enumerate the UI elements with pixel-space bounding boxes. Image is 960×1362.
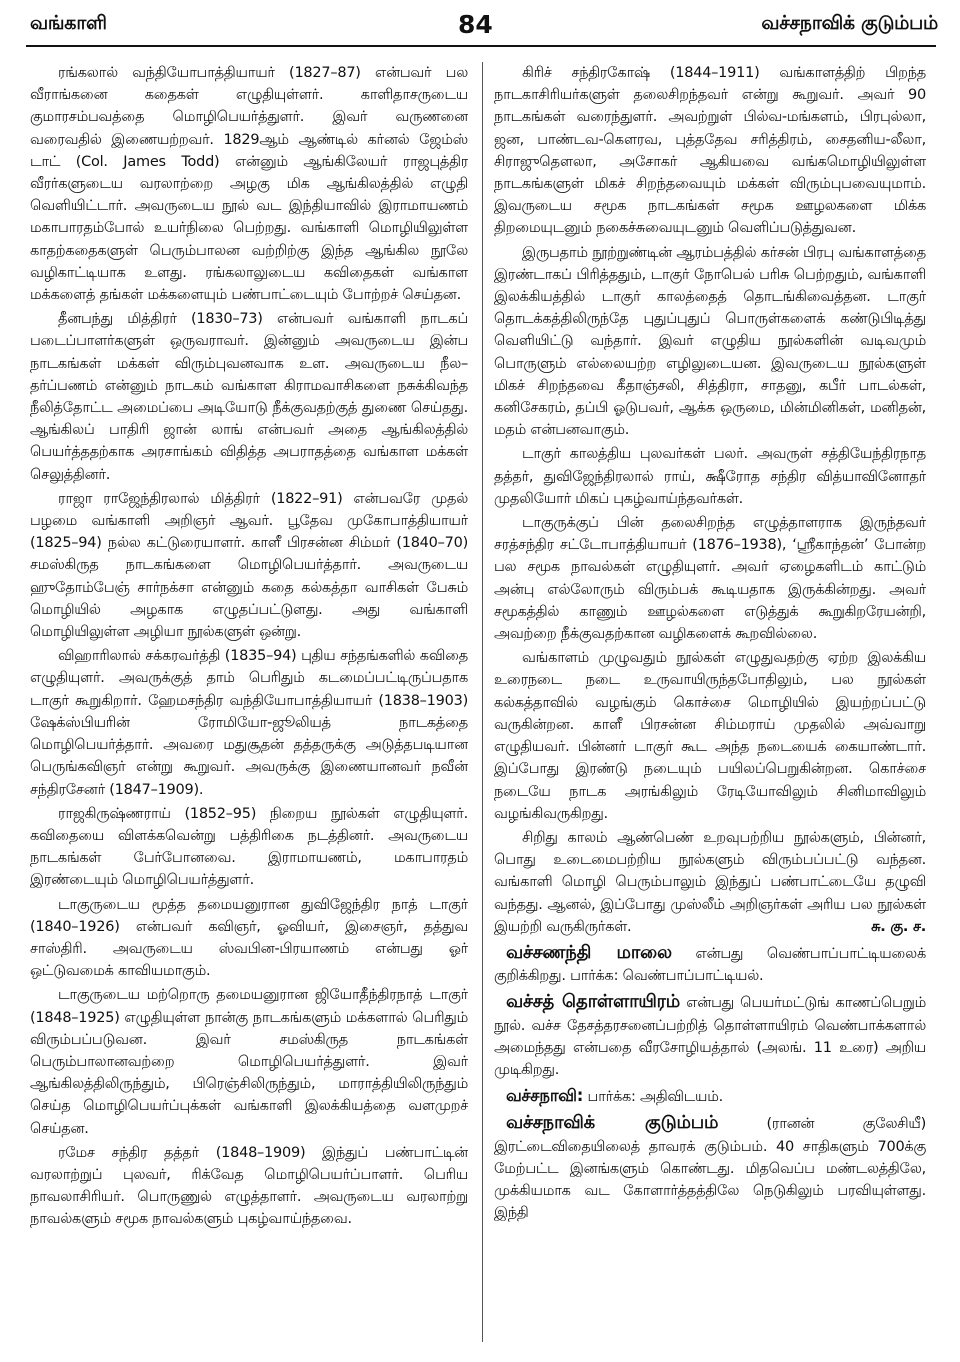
paragraph: வங்காளம் முழுவதும் நூல்கள் எழுதுவதற்கு ஏற்ற இலக்கிய உரைநடை நடை உருவாயிருந்தபோதிலும், பல நூல்கள் கல்கத்தாவில் வழங்கும் கொச்சை மொழியில் இயற்றப்பட்டு வருகின்றன. காளீ பிரசன்ன சிம்மராய் முதலில் அவ்வாறு எழுதியவர். பின்னர் டாகுர் கூட அந்த நடையைக் கையாண்டார். இப்போது இரண்டு நடையும் பயிலப்பெறுகின்றன. கொச்சை நடையே நாடக அரங்கிலும் ரேடியோவிலும் சினிமாவிலும் வழங்கிவருகிறது.	[494, 650, 926, 822]
author-signature: சு. கு. ச.	[871, 918, 926, 935]
entry-body: பார்க்க: அதிவிடயம்.	[583, 1089, 723, 1106]
paragraph: விஹாரிலால் சக்கரவர்த்தி (1835–94) புதிய சந்தங்களில் கவிதை எழுதியுளர். அவருக்குத் தாம் பெரிதும் கடமைப்பட்டிருப்பதாக டாகுர் கூறுகிறார். ஹேமசந்திர வந்தியோபாத்தியாயர் (1838–1903) ஷேக்ஸ்பியரின் ரோமியோ-ஜூலியத் நாடகத்தை மொழிபெயர்த்தார். அவரை மதுசூதன் தத்தருக்கு அடுத்தபடியான பெருங்கவிஞர் என்று கூறுவர். அவருக்கு இணையானவர் நவீன் சந்திரசேனர் (1847–1909).	[30, 648, 468, 798]
paragraph: தீனபந்து மித்திரர் (1830–73) என்பவர் வங்காளி நாடகப் படைப்பாளர்களுள் ஒருவராவர். இன்னும் அவருடைய இன்ப நாடகங்கள் மக்கள் விரும்புவனவாக உள. அவருடைய நீல–தர்ப்பணம் என்னும் நாடகம் வங்காள கிராமவாசிகளை நசுக்கிவந்த நீலித்தோட்ட அமைப்பை அடியோடு நீக்குவதற்குத் துணை செய்தது. ஆங்கிலப் பாதிரி ஜான் லாங் என்பவர் அதை ஆங்கிலத்தில் பெயர்த்ததற்காக அரசாங்கம் விதித்த அபராதத்தை வங்காள மக்கள் செலுத்தினர்.	[30, 311, 468, 483]
entry-body: இரட்டைவிதையிலைத் தாவரக் குடும்பம். 40 சாதிகளும் 700க்கு மேற்பட்ட இனங்களும் கொண்டது. மிதவெப்ப மண்டலத்திலே, முக்கியமாக வட கோளார்த்தத்திலே நெடுகிலும் பரவியுள்ளது. இந்தி	[494, 1138, 926, 1222]
entry-body: என்பது பெயர்மட்டுங் காணப்பெறும் நூல். வச்ச தேசத்தரசனைப்பற்றித் தொள்ளாயிரம் வெண்பாக்களால் அமைந்தது என்பதை வீரசோழியத்தால் (அலங். 11 உரை) அறிய முடிகிறது.	[494, 995, 926, 1078]
paragraph: கிரிச் சந்திரகோஷ் (1844–1911) வங்காளத்திற் பிறந்த நாடகாசிரியர்களுள் தலைசிறந்தவர் என்று கூறுவர். அவர் 90 நாடகங்கள் வரைந்துளர். அவற்றுள் பில்வ-மங்களம், பிரபுல்லா, ஜன, பாண்டவ-கௌரவ, புத்ததேவ சரித்திரம், சைதனிய-லீலா, சிராஜுதௌலா, அசோகர் ஆகியவை வங்கமொழியிலுள்ள நாடகங்களுள் மிகச் சிறந்தவையும் மக்கள் விரும்புபவையுமாம். இவருடைய சமூக நாடகங்கள் சமூக ஊழலகளை மிக்க திறமையுடனும் நகைச்சுவையுடனும் வெளிப்படுத்துவன.	[494, 65, 926, 237]
page-header	[0, 0, 960, 52]
entry	[494, 1085, 926, 1108]
paragraph: டாகுர் காலத்திய புலவர்கள் பலர். அவருள் சத்தியேந்திரநாத தத்தர், துவிஜேந்திரலால் ராய், க்ஷீரோத சந்திர வித்யாவினோதர் முதலியோர் மிகப் புகழ்வாய்ந்தவர்கள்.	[494, 446, 926, 507]
paragraph-text: சிறிது காலம் ஆண்பெண் உறவுபற்றிய நூல்களும், பின்னர், பொது உடைமைபற்றிய நூல்களும் விரும்பப்பட்டு வந்தன. வங்காளி மொழி பெரும்பாலும் இந்துப் பண்பாட்டையே தழுவி வந்தது. ஆனல், இப்போது முஸ்லீம் அறிஞர்கள் அரிய பல நூல்கள் இயற்றி வருகிருர்கள்.	[494, 829, 926, 935]
paragraph	[494, 827, 926, 938]
entry-paren: (ரானன் குலேசியீ)	[718, 1116, 926, 1133]
entry-body: என்பது வெண்பாப்பாட்டியலைக் குறிக்கிறது. பார்க்க: வெண்பாப்பாட்டியல்.	[494, 945, 926, 985]
entry-headword: வச்சநாவிக் குடும்பம்	[506, 1112, 719, 1134]
paragraph: இருபதாம் நூற்றுண்டின் ஆரம்பத்தில் கர்சன் பிரபு வங்காளத்தை இரண்டாகப் பிரித்ததும், டாகுர் நோபெல் பரிசு பெற்றதும், வங்காளி இலக்கியத்தில் டாகுர் காலத்தைத் தொடங்கிவைத்தன. டாகுர் தொடக்கத்திலிருந்தே புதுப்புதுப் பொருள்களைக் கண்டுபிடித்து வெளியிட்டு வந்தார். இவர் எழுதிய நூல்களின் வடிவமும் பொருளும் எல்லையற்ற எழிலுடையன. இவருடைய நூல்களுள் மிகச் சிறந்தவை கீதாஞ்சலி, சித்திரா, சாதனு, கபீர் பாடல்கள், கனிசேகரம், தப்பி ஓடுபவர், ஆக்க ஒருமை, மின்மினிகள், மனிதன், மதம் என்பனவாகும்.	[494, 244, 926, 439]
entry-headword: வச்சநாவி:	[506, 1086, 584, 1106]
paragraph: டாகுருடைய மூத்த தமையனுரான துவிஜேந்திர நாத் டாகுர் (1840–1926) என்பவர் கவிஞர், ஓவியர், இசைஞர், தத்துவ சாஸ்திரி. அவருடைய ஸ்வபின-பிரயாணம் என்பது ஓர் ஒட்டுவமைக் காவியமாகும்.	[30, 896, 468, 980]
page-number: 84	[458, 10, 493, 39]
entry	[494, 942, 926, 987]
header-rule	[26, 45, 936, 47]
column-divider	[482, 62, 483, 1342]
paragraph: டாகுருடைய மற்றொரு தமையனுரான ஜியோதீந்திரநாத் டாகுர் (1848–1925) எழுதியுள்ள நான்கு நாடகங்களும் மக்களால் பெரிதும் விரும்பப்படுவன. இவர் சமஸ்கிருத நாடகங்கள் பெரும்பாலானவற்றை மொழிபெயர்த்துளர். இவர் ஆங்கிலத்திலிருந்தும், பிரெஞ்சிலிருந்தும், மாராத்தியிலிருந்தும் செய்த மொழிபெயர்ப்புக்கள் வங்காளி இலக்கியத்தை வளமுறச் செய்தன.	[30, 987, 468, 1137]
paragraph: ரங்கலால் வந்தியோபாத்தியாயர் (1827–87) என்பவர் பல வீராங்கனை கதைகள் எழுதியுள்ளர். காளிதாசருடைய குமாரசம்பவத்தை மொழிபெயர்த்துளர். இவர் வருணனை வரைவதில் இணையற்றவர். 1829ஆம் ஆண்டில் கர்னல் ஜேம்ஸ் டாட் (Col. James Todd) என்னும் ஆங்கிலேயர் ராஜபுத்திர வீரர்களுடைய வரலாற்றை அழகு மிக ஆங்கிலத்தில் எழுதி வெளியிட்டார். அவருடைய நூல் வட இந்தியாவில் இராமாயணம் மகாபாரதம்போல் உயர்நிலை பெற்றது. வங்காளி மொழியிலுள்ள காதற்கதைகளுள் பெரும்பாலன வற்றிற்கு இந்த ஆங்கில நூலே வழிகாட்டியாக உளது. ரங்கலாலுடைய கவிதைகள் வங்காள மக்களைத் தங்கள் மக்களையும் பண்பாட்டையும் போற்றச் செய்தன.	[30, 65, 468, 304]
paragraph: ராஜா ராஜேந்திரலால் மித்திரர் (1822–91) என்பவரே முதல் பழமை வங்காளி அறிஞர் ஆவர். பூதேவ முகோபாத்தியாயர் (1825–94) நல்ல கட்டுரையாளர். காளீ பிரசன்ன சிம்மர் (1840–70) சமஸ்கிருத நாடகங்களை மொழிபெயர்த்தார். அவருடைய ஹுதோம்பேஞ் சார்நக்சா என்னும் கதை கல்கத்தா வாசிகள் பேசும் மொழியில் அழகாக எழுதப்பட்டுளது. அது வங்காளி மொழியிலுள்ள அழியா நூல்களுள் ஒன்று.	[30, 490, 468, 641]
entry-headword: வச்சத் தொள்ளாயிரம்	[506, 991, 681, 1013]
left-column	[30, 62, 468, 1352]
entry	[494, 1112, 926, 1224]
paragraph: டாகுருக்குப் பின் தலைசிறந்த எழுத்தாளராக இருந்தவர் சரத்சந்திர சட்டோபாத்தியாயர் (1876–1938), ‘ஸ்ரீகாந்தன்’ போன்ற பல சமூக நாவல்கள் எழுதியுளர். அவர் ஏழைகளிடம் காட்டும் அன்பு எல்லோரும் விரும்பக் கூடியதாக இருக்கின்றது. அவர் சமூகத்தில் காணும் ஊழல்களை எடுத்துக் கூறுகிறரேயன்றி, அவற்றை நீக்குவதற்கான வழிகளைக் கூறவில்லை.	[494, 515, 926, 643]
entry-headword: வச்சணந்தி மாலை	[506, 941, 672, 963]
entry	[494, 991, 926, 1081]
header-left-title: வங்காளி	[30, 12, 107, 34]
right-column	[494, 62, 926, 1352]
paragraph: ராஜகிருஷ்ணராய் (1852–95) நிறைய நூல்கள் எழுதியுளர். கவிதையை விளக்கவென்று பத்திரிகை நடத்தினர். அவருடைய நாடகங்கள் பேர்போனவை. இராமாயணம், மகாபாரதம் இரண்டையும் மொழிபெயர்த்துளர்.	[30, 805, 468, 889]
header-right-title: வச்சநாவிக் குடும்பம்	[761, 12, 938, 34]
paragraph: ரமேச சந்திர தத்தர் (1848–1909) இந்துப் பண்பாட்டின் வரலாற்றுப் புலவர், ரிக்வேத மொழிபெயர்ப்பாளர். பெரிய நாவலாசிரியர். பொருணுல் எழுத்தாளர். அவருடைய வரலாற்று நாவல்களும் சமூக நாவல்களும் புகழ்வாய்ந்தவை.	[30, 1144, 468, 1228]
